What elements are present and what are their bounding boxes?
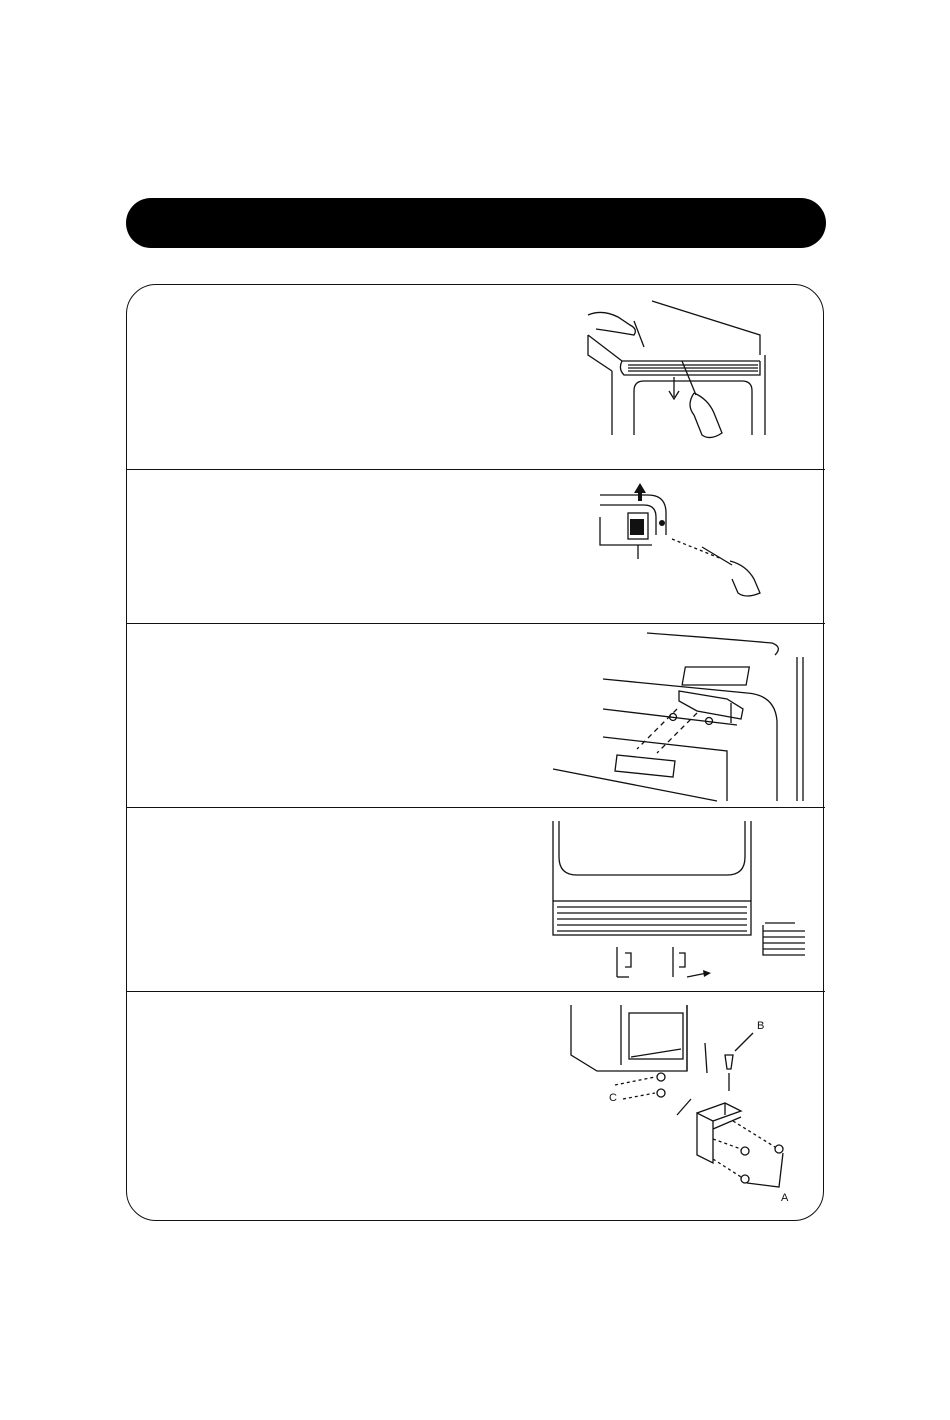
step-5-illustration [557,1003,807,1208]
step-2-illustration [582,475,772,615]
top-hinge-bracket-illustration [527,629,817,805]
bottom-grille-illustration [547,817,817,987]
remove-hinge-cover-illustration [582,475,772,615]
remove-top-grille-illustration [582,295,782,467]
steps-panel [126,284,824,1221]
step-3 [127,623,825,807]
step-5 [127,991,825,1222]
label-a: A [781,1192,789,1204]
step-1-illustration [582,295,782,467]
section-header-bar [126,198,826,248]
label-b: B [757,1020,765,1032]
step-4 [127,807,825,991]
step-4-illustration [547,817,817,987]
step-3-illustration [527,629,817,805]
bottom-hinge-assembly-illustration [557,1003,807,1208]
label-c: C [609,1092,617,1104]
step-1 [127,285,825,469]
step-2 [127,469,825,623]
